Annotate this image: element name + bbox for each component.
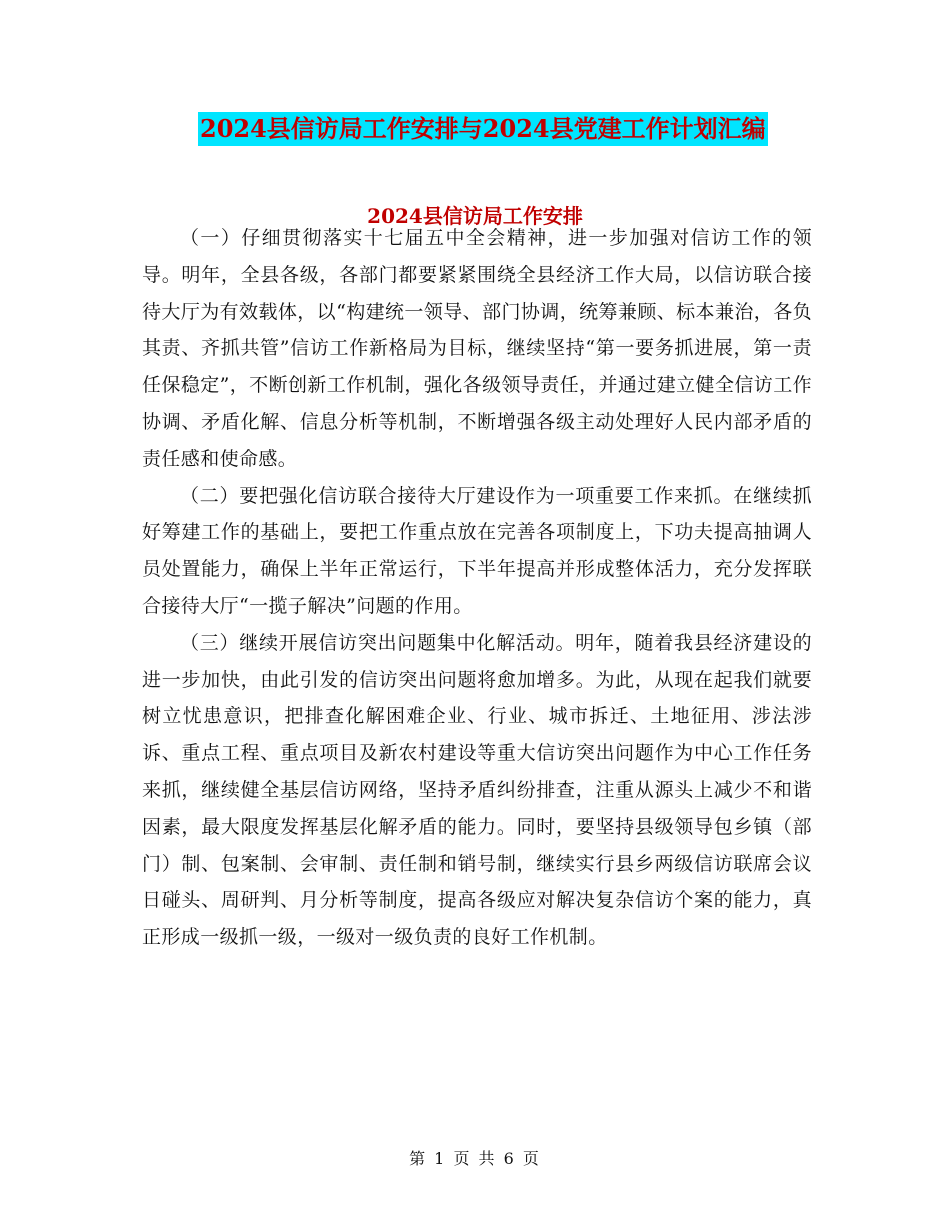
document-title: 2024县信访局工作安排与2024县党建工作计划汇编: [198, 112, 768, 146]
document-body: [142, 220, 812, 956]
page-number-footer: 第 1 页 共 6 页: [409, 1149, 541, 1168]
section-title: 2024县信访局工作安排: [367, 204, 583, 228]
paragraph-2: （二）要把强化信访联合接待大厅建设作为一项重要工作来抓。在继续抓好筹建工作的基础上，要把工作重点放在完善各项制度上，下功夫提高抽调人员处置能力，确保上半年正常运行，下半年提高并形成整体活力，充分发挥联合接待大厅“一揽子解决”问题的作用。: [142, 484, 812, 617]
paragraph-1: （一）仔细贯彻落实十七届五中全会精神，进一步加强对信访工作的领导。明年，全县各级，各部门都要紧紧围绕全县经济工作大局，以信访联合接待大厅为有效载体，以“构建统一领导、部门协调，统筹兼顾、标本兼治，各负其责、齐抓共管”信访工作新格局为目标，继续坚持“第一要务抓进展，第一责任保稳定”，不断创新工作机制，强化各级领导责任，并通过建立健全信访工作协调、矛盾化解、信息分析等机制，不断增强各级主动处理好人民内部矛盾的责任感和使命感。: [142, 227, 812, 470]
paragraph-3: （三）继续开展信访突出问题集中化解活动。明年，随着我县经济建设的进一步加快，由此引发的信访突出问题将愈加增多。为此，从现在起我们就要树立忧患意识，把排查化解困难企业、行业、城市拆迁、土地征用、涉法涉诉、重点工程、重点项目及新农村建设等重大信访突出问题作为中心工作任务来抓，继续健全基层信访网络，坚持矛盾纠纷排查，注重从源头上减少不和谐因素，最大限度发挥基层化解矛盾的能力。同时，要坚持县级领导包乡镇（部门）制、包案制、会审制、责任制和销号制，继续实行县乡两级信访联席会议日碰头、周研判、月分析等制度，提高各级应对解决复杂信访个案的能力，真正形成一级抓一级，一级对一级负责的良好工作机制。: [142, 631, 812, 949]
